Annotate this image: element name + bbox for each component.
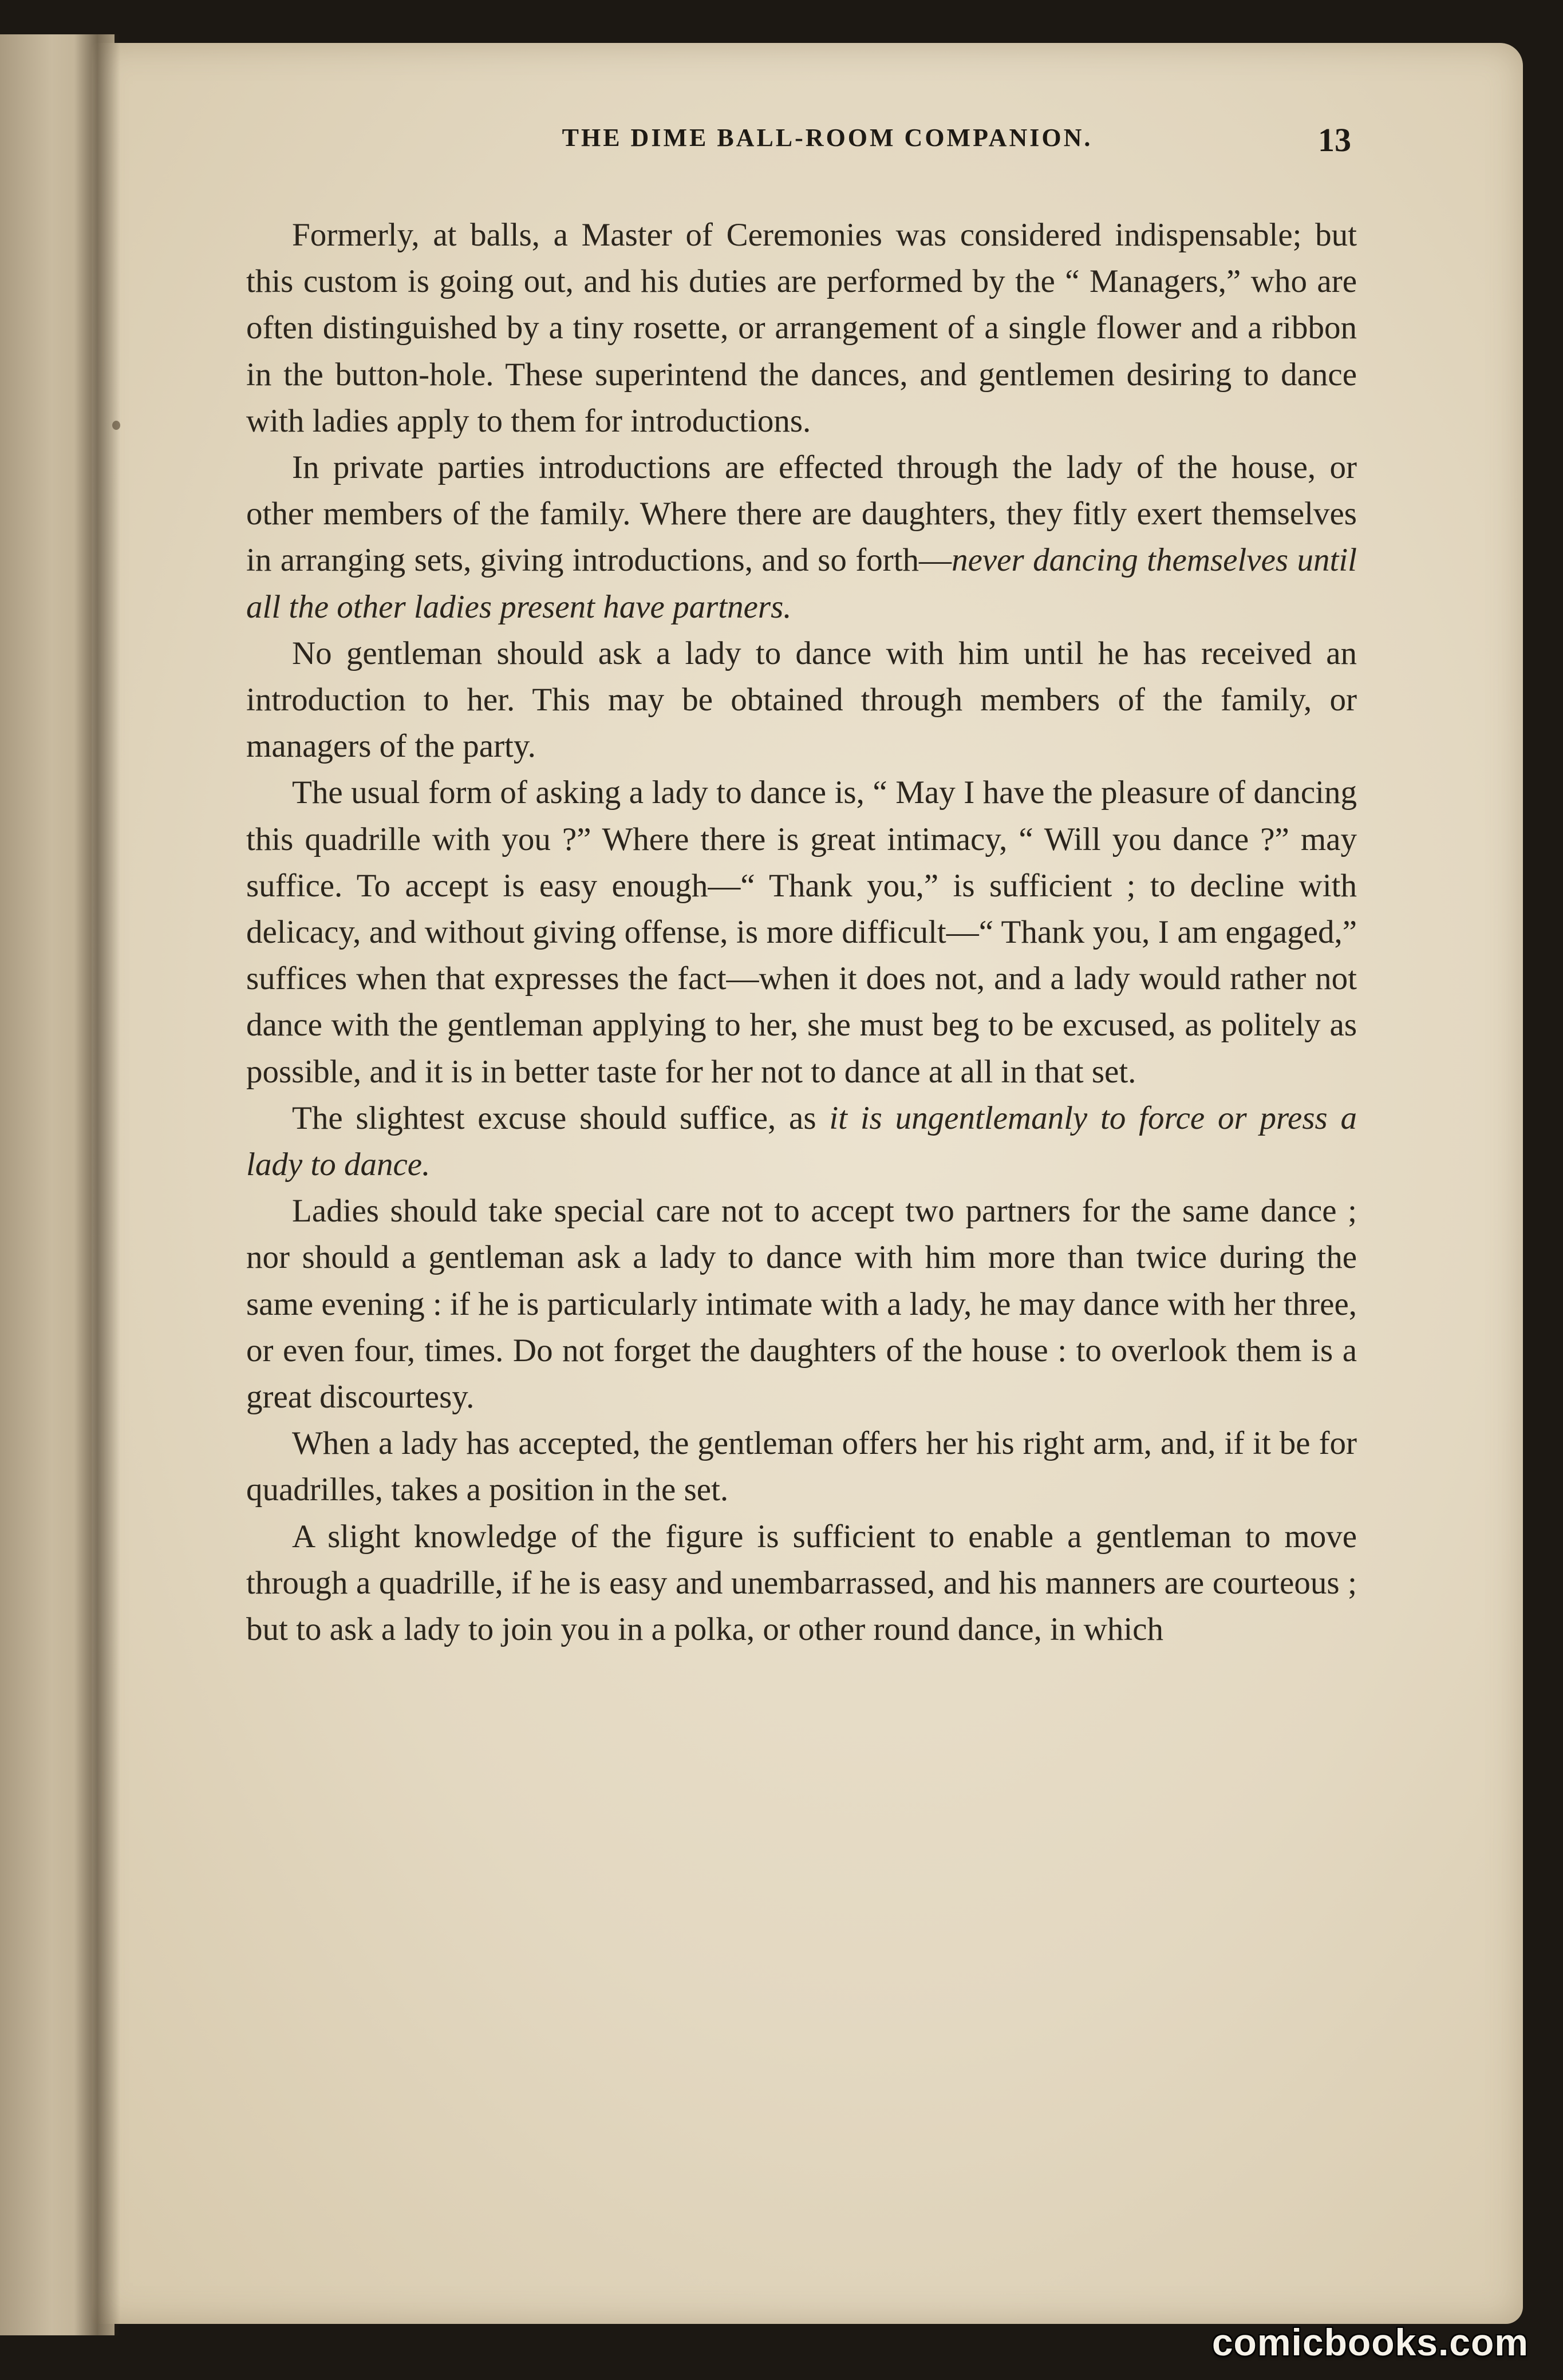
page-header xyxy=(246,123,1363,163)
paragraph-text: A slight knowledge of the figure is sufficient to enable a gentleman to move through a quadrille, if he is easy and unembarrassed, and his manners are courteous ; but to ask a lady to join you in a polka, or other round dance, in which xyxy=(246,1518,1357,1648)
paragraph-text: Ladies should take special care not to accept two partners for the same dance ; nor should a gentleman ask a lady to dance with him more than twice during the same evening : if he is particularly intimate with a lady, he may dance with her three, or even four, times. Do not forget the daughters of the house : to overlook them is a great discourtesy. xyxy=(246,1193,1357,1416)
paragraph xyxy=(246,1420,1357,1513)
paragraph-text: The usual form of asking a lady to dance is, “ May I have the pleasure of dancing this quadrille with you ?” Where there is great intimacy, “ Will you dance ?” may suffice. To accept is easy enough—“ Thank you,” is sufficient ; to decline with delicacy, and without giving offense, is more difficult—“ Thank you, I am engaged,” suffices when that expresses the fact—when it does not, and a lady would rather not dance with the gentleman applying to her, she must beg to be excused, as politely as possible, and it is in better taste for her not to dance at all in that set. xyxy=(246,774,1357,1090)
ink-spot xyxy=(112,421,120,430)
body-text xyxy=(246,212,1357,1652)
page-gutter xyxy=(74,34,120,2335)
paragraph xyxy=(246,1513,1357,1653)
paragraph-text: When a lady has accepted, the gentleman offers her his right arm, and, if it be for quadrilles, takes a position in the set. xyxy=(246,1425,1357,1508)
paragraph xyxy=(246,630,1357,770)
paragraph-text: In private parties introductions are effected through the lady of the house, or other members of the family. Where there are daughters, they fitly exert themselves in arranging sets, giving introductions, and so forth— xyxy=(246,449,1357,579)
paragraph-text: The slightest excuse should suffice, as xyxy=(292,1100,830,1136)
running-head: THE DIME BALL-ROOM COMPANION. xyxy=(562,124,1093,152)
paragraph-text: No gentleman should ask a lady to dance with him until he has received an introduction to her. This may be obtained through members of the family, or managers of the party. xyxy=(246,635,1357,765)
paragraph xyxy=(246,212,1357,444)
paragraph xyxy=(246,769,1357,1094)
paragraph-italic: never dancing themselves until all the other ladies present have partners. xyxy=(246,542,1357,625)
watermark: comicbooks.com xyxy=(1211,2321,1529,2363)
paragraph xyxy=(246,1188,1357,1420)
paragraph xyxy=(246,1095,1357,1188)
page-number: 13 xyxy=(1318,121,1351,159)
paragraph-italic: it is ungentlemanly to force or press a lady to dance. xyxy=(246,1100,1357,1183)
paragraph-text: Formerly, at balls, a Master of Ceremonies was considered indispensable; but this custom is going out, and his duties are performed by the “ Managers,” who are often distinguished by a tiny rosette, or arrangement of a single flower and a ribbon in the button-hole. These superintend the dances, and gentlemen desiring to dance with ladies apply to them for introductions. xyxy=(246,217,1357,439)
paragraph xyxy=(246,444,1357,630)
